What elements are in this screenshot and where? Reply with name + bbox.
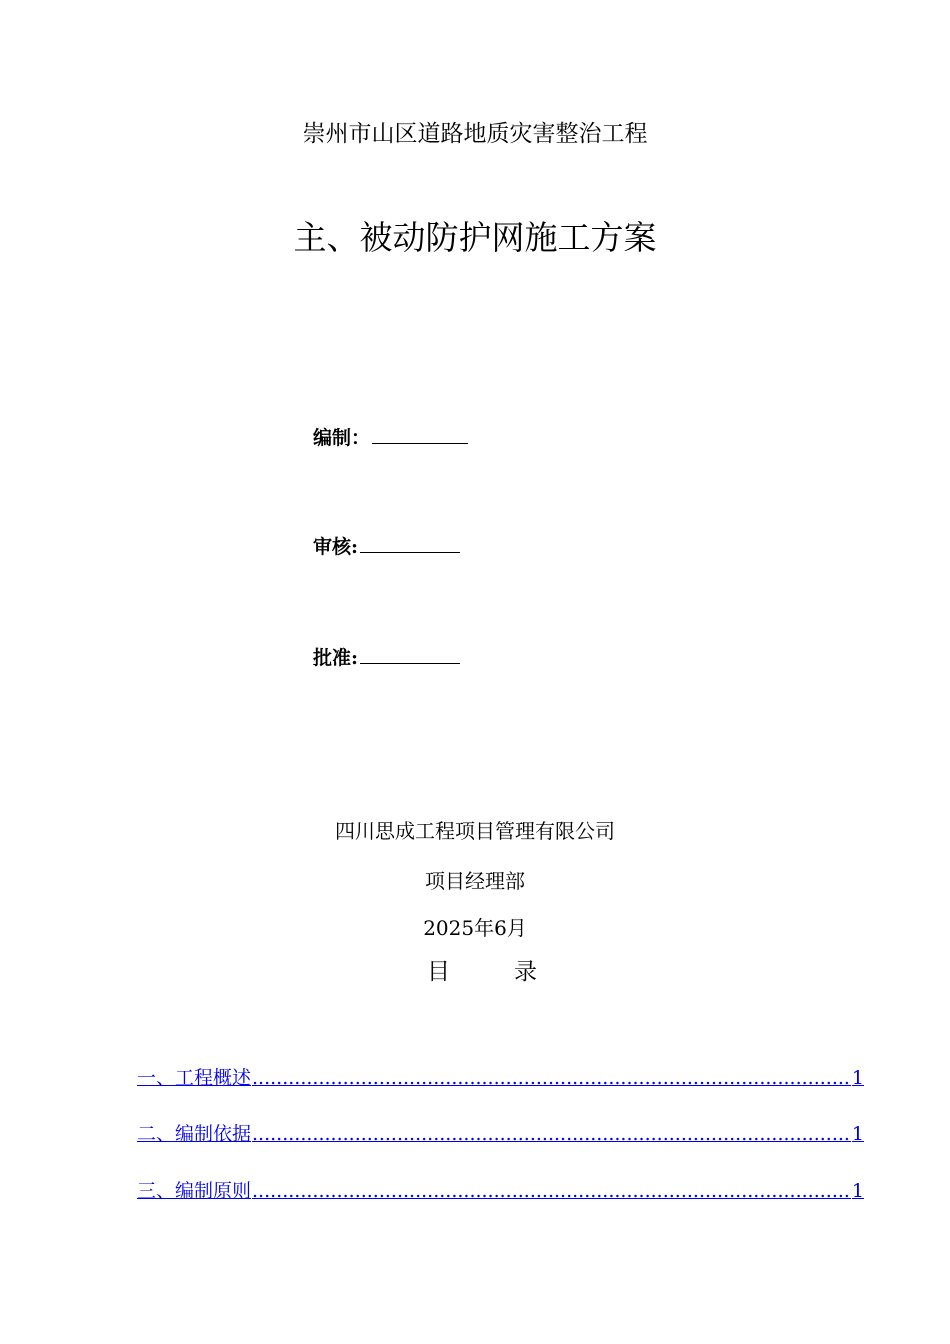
toc-heading-left: 目 xyxy=(427,959,450,985)
toc-leader-dots xyxy=(252,1064,851,1092)
compiled-by-label: 编制： xyxy=(313,427,371,449)
toc-link-overview[interactable] xyxy=(137,1064,864,1092)
reviewed-by-label: 审核: xyxy=(313,536,359,558)
department-name: 项目经理部 xyxy=(425,869,525,893)
project-name: 崇州市山区道路地质灾害整治工程 xyxy=(302,121,648,147)
toc-heading xyxy=(427,955,537,989)
reviewed-by-blank xyxy=(360,530,460,553)
toc-entry-label: 一、工程概述 xyxy=(137,1067,252,1089)
approved-by-label: 批准: xyxy=(313,647,359,669)
toc-link-principles[interactable] xyxy=(137,1177,864,1205)
approved-by-row xyxy=(313,641,460,673)
toc-leader-dots xyxy=(252,1177,851,1205)
toc-entry-page: 1 xyxy=(851,1067,864,1089)
document-date: 2025年6月 xyxy=(423,916,527,940)
compiled-by-blank xyxy=(372,421,468,444)
toc-entry-label: 二、编制依据 xyxy=(137,1123,252,1145)
toc-leader-dots xyxy=(252,1120,851,1148)
toc-entry-page: 1 xyxy=(851,1123,864,1145)
compiled-by-row xyxy=(313,421,468,453)
company-name: 四川思成工程项目管理有限公司 xyxy=(335,819,615,843)
toc-link-basis[interactable] xyxy=(137,1120,864,1148)
reviewed-by-row xyxy=(313,530,460,562)
approved-by-blank xyxy=(360,641,460,664)
document-title: 主、被动防护网施工方案 xyxy=(293,218,657,257)
toc-entry-label: 三、编制原则 xyxy=(137,1180,252,1202)
toc-heading-right: 录 xyxy=(514,959,537,985)
toc-entry-page: 1 xyxy=(851,1180,864,1202)
